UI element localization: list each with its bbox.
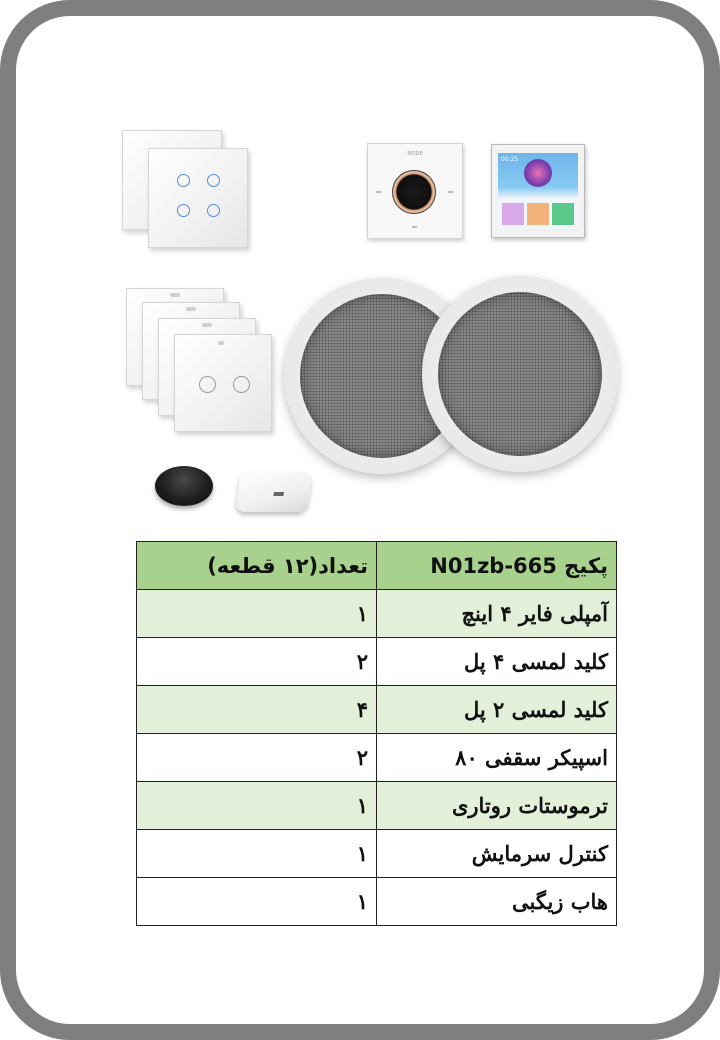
item-qty: ۴ <box>137 686 377 734</box>
item-qty: ۱ <box>137 878 377 926</box>
table-row <box>137 782 617 830</box>
ceiling-speaker-right <box>422 276 618 472</box>
item-name: کلید لمسی ۴ پل <box>377 638 617 686</box>
package-title: پکیج N01zb-665 <box>377 542 617 590</box>
ir-remote-puck-image <box>155 466 215 508</box>
table-row <box>137 686 617 734</box>
item-qty: ۲ <box>137 638 377 686</box>
table-row <box>137 734 617 782</box>
touch-panel-image <box>491 144 585 238</box>
amplifier-image <box>367 143 463 239</box>
item-qty: ۱ <box>137 830 377 878</box>
table-row <box>137 638 617 686</box>
table-row <box>137 590 617 638</box>
item-name: هاب زیگبی <box>377 878 617 926</box>
quantity-header: تعداد(۱۲ قطعه) <box>137 542 377 590</box>
item-name: اسپیکر سقفی ۸۰ <box>377 734 617 782</box>
item-qty: ۱ <box>137 782 377 830</box>
panel-clock: 00:25 <box>501 156 519 163</box>
item-name: کلید لمسی ۲ پل <box>377 686 617 734</box>
table-row <box>137 878 617 926</box>
ceiling-speakers-image <box>284 276 624 480</box>
item-name: آمپلی فایر ۴ اینچ <box>377 590 617 638</box>
two-gang-switch-image <box>126 288 276 436</box>
item-qty: ۱ <box>137 590 377 638</box>
item-name: ترموستات روتاری <box>377 782 617 830</box>
table-row <box>137 830 617 878</box>
item-name: کنترل سرمایش <box>377 830 617 878</box>
package-table <box>136 541 617 926</box>
four-gang-switch-image <box>122 130 250 248</box>
amplifier-mode-label: MODE <box>407 151 423 157</box>
table-header-row <box>137 542 617 590</box>
item-qty: ۲ <box>137 734 377 782</box>
zigbee-hub-image <box>238 472 312 514</box>
